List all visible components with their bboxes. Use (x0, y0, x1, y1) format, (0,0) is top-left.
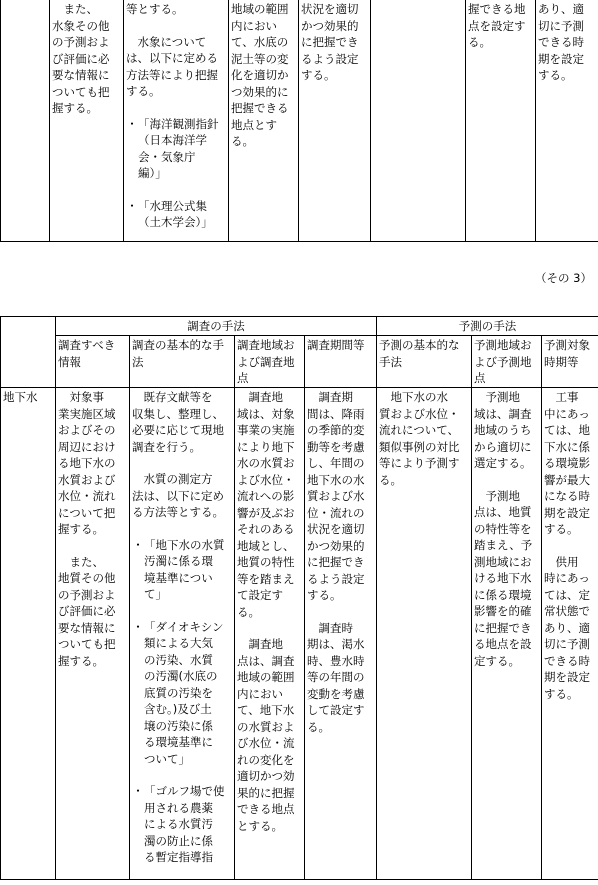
cell-text: 既存文献等を 収集し、整理し、 必要に応じて現地 調査を行う。 (132, 390, 224, 454)
survey-area-cell (235, 388, 305, 880)
header-text: 調査期間等 (307, 338, 365, 352)
survey-period-cell (299, 0, 371, 242)
cell-text: 調査地 点は、調査 地域の範囲 内におい て、地下水 の水質およ び水位・流 れの変化を 適切かつ効 果的に把握 できる地点 とする。 (237, 637, 295, 833)
group-header-row (1, 317, 598, 336)
cell-text: 握できる地 点を設定す る。 (468, 2, 526, 49)
bullet-icon: ・ (132, 537, 144, 552)
cell-text: 地下水の水 質および水位・ 流れについて、 類似事例の対比 等により予測す る。 (379, 390, 460, 487)
cell-text: また、 水象その他 の予測およ び評価に必 要な情報に ついても把 握する。 (52, 2, 110, 115)
list-item (132, 619, 232, 768)
column-header (542, 336, 598, 388)
part-label: （その 3） (535, 271, 592, 285)
cell-text: 工事 中にあっ ては、地 下水に係 る環境影 響が最大 になる時 期を設定 する。 (544, 390, 590, 536)
row-label-text: 地下水 (3, 390, 38, 404)
header-text: 調査の基本的な手 法 (132, 338, 224, 369)
survey-info-cell (50, 0, 124, 242)
cell-text: 等とする。 (126, 2, 184, 16)
forecast-method-cell (377, 388, 472, 880)
bullet-icon: ・ (132, 784, 144, 798)
list-item (132, 783, 232, 866)
bullet-icon: ・ (132, 619, 144, 634)
header-text: 調査地域お よび調査地 点 (237, 338, 295, 385)
continued-table (0, 0, 598, 242)
cell-text: 調査期 間は、降雨 の季節的変 動等を考慮 し、年間の 地下水の水 質および水 位・流れの 状況を適切 かつ効果的 に把握でき るよう設定 する。 (307, 390, 365, 602)
header-text: 予測対象 時期等 (544, 338, 590, 369)
row-label-cell (1, 0, 50, 242)
column-header (130, 336, 235, 388)
list-item (126, 198, 226, 231)
cell-text: 調査時 期は、渇水 時、豊水時 等の年間の 変動を考慮 して設定す る。 (307, 620, 365, 734)
bullet-icon: ・ (126, 116, 138, 131)
survey-group-header: 調査の手法 (56, 317, 377, 336)
list-item-text: 「水理公式集 （土木学会）」 (138, 198, 213, 229)
survey-area-cell (229, 0, 299, 242)
forecast-area-cell (466, 0, 536, 242)
forecast-method-cell (371, 0, 466, 242)
forecast-group-header: 予測の手法 (377, 317, 598, 336)
header-text: 予測地域お よび予測地 点 (474, 338, 532, 385)
cell-text: 調査地 域は、対象 事業の実施 により地下 水の水質お よび水位・ 流れへの影 響が及ぶお それのある 地域とし、 地質の特性 等を踏まえ て設定す る。 (237, 390, 295, 619)
header-text: 調査すべき 情報 (58, 338, 116, 369)
survey-method-cell (130, 388, 235, 880)
groundwater-table (0, 316, 598, 880)
column-header (472, 336, 542, 388)
survey-period-cell (305, 388, 377, 880)
header-text: 予測の基本的な 手法 (379, 338, 460, 369)
list-item-text: 「ゴルフ場で使 用される農薬 による水質汚 濁の防止に係 る暫定指導指 (144, 784, 225, 864)
cell-text: 予測地 域は、調査 地域のうち から適切に 選定する。 (474, 390, 532, 470)
list-item (132, 537, 232, 603)
forecast-time-cell (536, 0, 598, 242)
cell-text: 状況を適切 かつ効果的 に把握でき るよう設定 する。 (301, 2, 359, 82)
column-header (235, 336, 305, 388)
cell-text: あり、適 切に予測 できる時 期を設定 する。 (538, 2, 584, 82)
cell-text: 水質の測定方 法は、以下に定め る方法等とする。 (132, 472, 224, 519)
column-header-row (1, 336, 598, 388)
forecast-area-cell (472, 388, 542, 880)
corner-cell (1, 317, 56, 388)
cell-text: 地域の範囲 内におい て、水底の 泥土等の変 化を適切か つ効果的に 把握できる 地点とす る。 (231, 2, 289, 148)
table-row (1, 0, 598, 242)
list-item-text: 「ダイオキシン 類による大気 の汚染、水質 の汚濁(水底の 底質の汚染を 含む。)及び土 壌の汚染に係 る環境基準に ついて」 (144, 619, 224, 766)
cell-text: 水象について は、以下に定める 方法等により把握 する。 (126, 34, 218, 98)
survey-method-cell (124, 0, 229, 242)
table-row (1, 388, 598, 880)
cell-text: 予測地 点は、地質 の特性等を 踏まえ、予 測地域にお ける地下水 に係る環境 影響を的確 に把握でき る地点を設 定する。 (474, 488, 533, 668)
list-item (126, 116, 226, 182)
column-header (305, 336, 377, 388)
cell-text: 供用 時にあっ ては、定 常状態で あり、適 切に予測 できる時 期を設定 する。 (544, 554, 590, 701)
cell-text: また、 地質その他 の予測およ び評価に必 要な情報に ついても把 握する。 (58, 554, 116, 668)
column-header (56, 336, 130, 388)
list-item-text: 「海洋観測指針 （日本海洋学 会・気象庁 編）」 (138, 116, 219, 180)
survey-info-cell (56, 388, 130, 880)
list-item-text: 「地下水の水質 汚濁に係る環 境基準につい て」 (144, 537, 225, 601)
cell-text: 対象事 業実施区域 およびその 周辺におけ る地下水の 水質および 水位・流れ について把 握する。 (58, 390, 116, 536)
forecast-time-cell (542, 388, 598, 880)
column-header (377, 336, 472, 388)
bullet-icon: ・ (126, 198, 138, 213)
row-label (1, 388, 56, 880)
